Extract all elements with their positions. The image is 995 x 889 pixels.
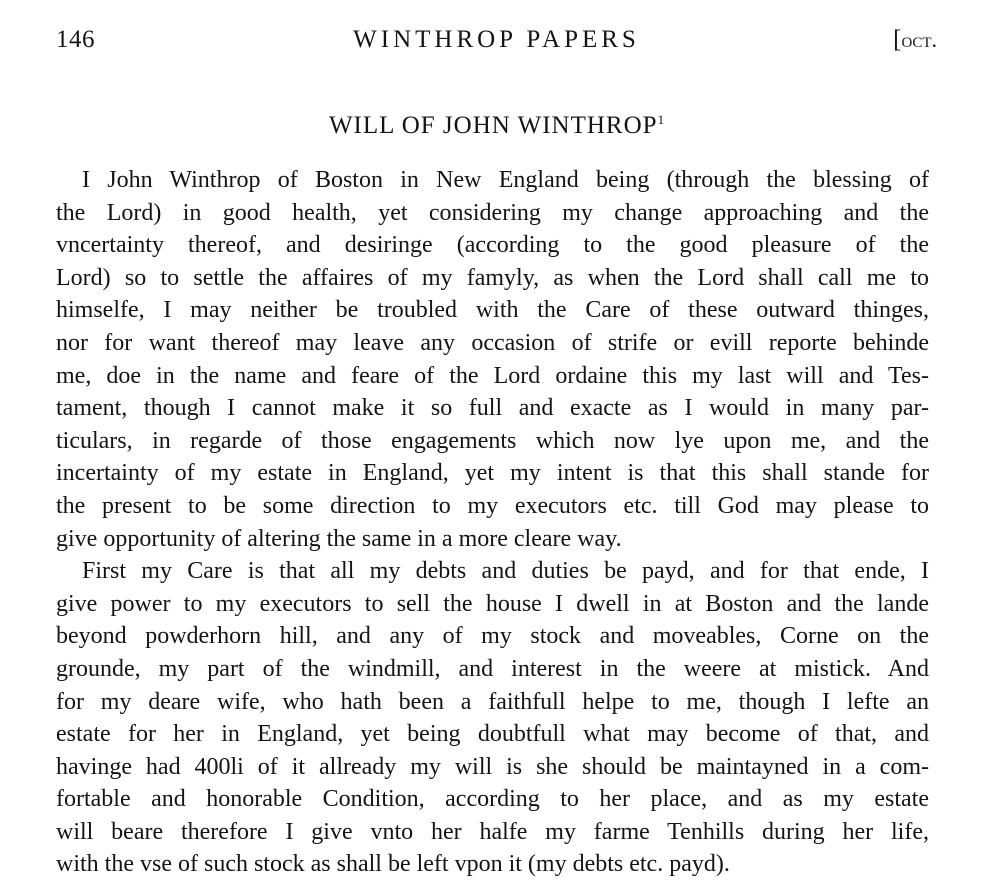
text-line: me, doe in the name and feare of the Lord ordaine this my last will and Tes- (56, 362, 929, 389)
text-line: vncertainty thereof, and desiringe (according to the good pleasure of the (56, 232, 929, 259)
text-line: the Lord) in good health, yet considering my change approaching and the (56, 199, 929, 226)
text-line: Lord) so to settle the affaires of my famyly, as when the Lord shall call me to (56, 264, 929, 291)
date-month: oct. (901, 27, 937, 52)
text-line: I John Winthrop of Boston in New England being (through the blessing of (82, 167, 929, 193)
section-title (56, 112, 937, 140)
page-number: 146 (56, 26, 95, 53)
text-line: incertainty of my estate in England, yet my intent is that this shall stande for (56, 460, 929, 487)
running-title: WINTHROP PAPERS (353, 26, 640, 53)
running-date (893, 26, 937, 54)
section-title-text: WILL OF JOHN WINTHROP (328, 112, 658, 139)
text-line: nor for want thereof may leave any occasion of strife or evill reporte behinde (56, 329, 929, 356)
text-line: the present to be some direction to my executors etc. till God may please to (56, 492, 929, 519)
text-line: grounde, my part of the windmill, and interest in the weere at mistick. And (56, 655, 929, 682)
footnote-marker: 1 (657, 112, 665, 127)
text-line: with the vse of such stock as shall be left vpon it (my debts etc. payd). (56, 851, 730, 878)
text-line: estate for her in England, yet being doubtfull what may become of that, and (56, 721, 929, 748)
text-line: beyond powderhorn hill, and any of my stock and moveables, Corne on the (56, 623, 929, 650)
text-line: ticulars, in regarde of those engagements which now lye upon me, and the (56, 427, 929, 454)
text-line: give opportunity of altering the same in a more cleare way. (56, 525, 622, 552)
text-line: fortable and honorable Condition, according to her place, and as my estate (56, 786, 929, 813)
date-bracket: [ (893, 26, 902, 53)
text-line: First my Care is that all my debts and duties be payd, and for that ende, I (82, 558, 929, 585)
text-line: himselfe, I may neither be troubled with the Care of these outward thinges, (56, 297, 929, 324)
will-text (56, 164, 929, 881)
text-line: havinge had 400li of it allready my will is she should be maintayned in a com- (56, 753, 929, 780)
text-line: for my deare wife, who hath been a faithfull helpe to me, though I lefte an (56, 688, 929, 715)
text-line: give power to my executors to sell the house I dwell in at Boston and the lande (56, 590, 929, 617)
running-head (56, 26, 937, 66)
text-line: will beare therefore I give vnto her halfe my farme Tenhills during her life, (56, 818, 929, 845)
text-line: tament, though I cannot make it so full and exacte as I would in many par- (56, 395, 929, 422)
